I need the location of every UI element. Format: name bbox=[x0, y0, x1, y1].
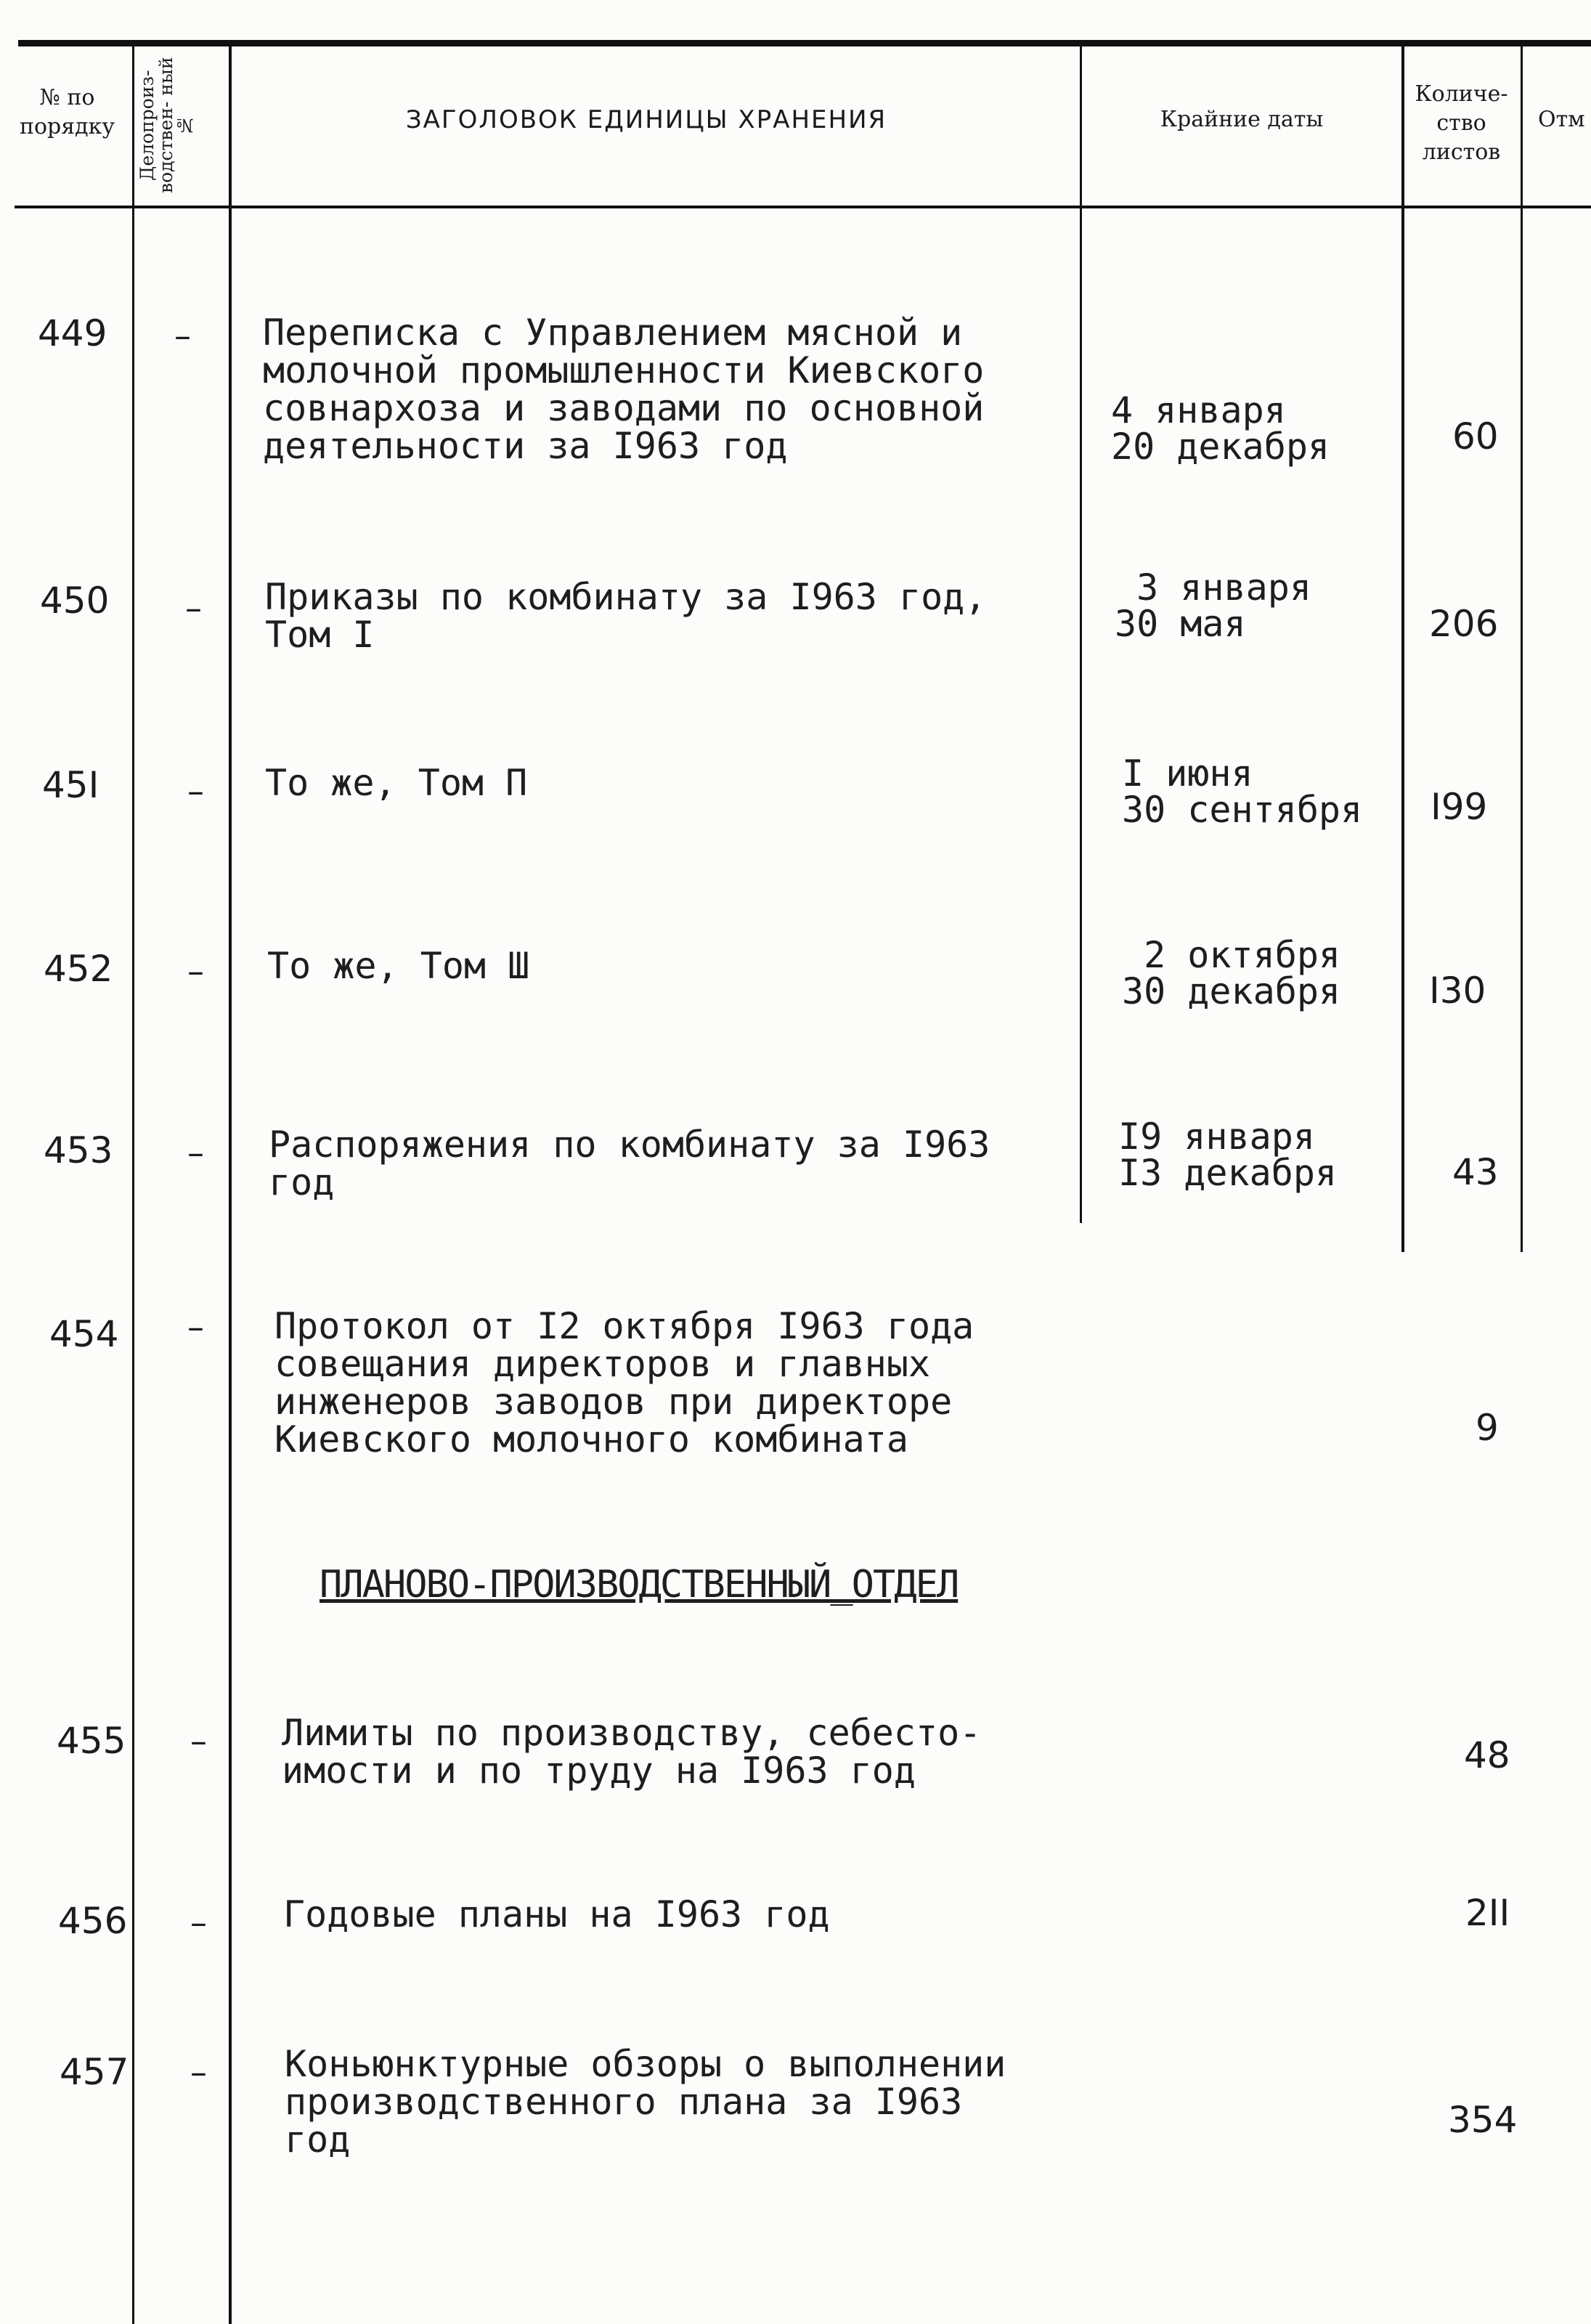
top-rule bbox=[18, 40, 1591, 46]
row-number: 450 bbox=[40, 580, 110, 622]
header-col-number: № по порядку bbox=[19, 85, 115, 139]
row-office-dash: – bbox=[185, 588, 202, 627]
header-col-dates: Крайние даты bbox=[1160, 107, 1324, 132]
row-dates: I9 января I3 декабря bbox=[1118, 1116, 1338, 1194]
row-sheets: 43 bbox=[1452, 1151, 1499, 1193]
col-line-3 bbox=[1080, 46, 1082, 1223]
row-dates: 4 января 20 декабря bbox=[1111, 389, 1330, 468]
row-number: 449 bbox=[38, 312, 107, 354]
col-line-1 bbox=[132, 46, 134, 2324]
col-line-5 bbox=[1521, 46, 1523, 1252]
row-title: То же, Том Ш bbox=[267, 945, 530, 987]
row-dates: 2 октября 30 декабря bbox=[1122, 934, 1341, 1012]
row-number: 455 bbox=[57, 1720, 126, 1762]
col-line-2 bbox=[229, 46, 232, 2324]
row-number: 452 bbox=[44, 948, 113, 990]
header-col-office: Делопроиз- водствен- ный № bbox=[137, 57, 195, 194]
row-office-dash: – bbox=[190, 1903, 207, 1942]
row-title: Лимиты по производству, себесто- имости и по труду на I963 год bbox=[282, 1712, 982, 1792]
row-title: Годовые планы на I963 год bbox=[283, 1893, 830, 1935]
row-number: 454 bbox=[49, 1313, 119, 1355]
row-office-dash: – bbox=[187, 1307, 204, 1346]
row-title: Приказы по комбинату за I963 год, Том I bbox=[265, 576, 987, 656]
row-number: 456 bbox=[58, 1900, 128, 1942]
row-sheets: 9 bbox=[1476, 1407, 1499, 1449]
col-line-4 bbox=[1401, 46, 1404, 1252]
row-title: Коньюнктурные обзоры о выполнении производственного плана за I963 год bbox=[285, 2043, 1006, 2161]
header-bottom-rule bbox=[15, 206, 1591, 208]
row-title: Распоряжения по комбинату за I963 год bbox=[269, 1124, 990, 1203]
row-office-dash: – bbox=[190, 1721, 207, 1760]
section-heading: ПЛАНОВО-ПРОИЗВОДСТВЕННЫЙ_ОТДЕЛ bbox=[320, 1563, 959, 1606]
row-office-dash: – bbox=[190, 2052, 207, 2092]
header-col-sheets: Количе- ство листов bbox=[1415, 81, 1508, 165]
row-number: 457 bbox=[60, 2051, 129, 2093]
row-sheets: 354 bbox=[1448, 2099, 1518, 2141]
row-title: То же, Том П bbox=[265, 762, 528, 804]
row-sheets: I30 bbox=[1429, 970, 1486, 1012]
row-sheets: 60 bbox=[1452, 415, 1499, 458]
row-office-dash: – bbox=[187, 1133, 204, 1172]
row-dates: 3 января 30 мая bbox=[1115, 566, 1311, 645]
row-title: Протокол от I2 октября I963 года совещания директоров и главных инженеров заводов при директоре Киевского молочного комбината bbox=[274, 1305, 974, 1460]
row-number: 45I bbox=[42, 764, 99, 806]
row-sheets: 48 bbox=[1464, 1734, 1510, 1776]
row-office-dash: – bbox=[187, 951, 204, 991]
row-title: Переписка с Управлением мясной и молочной промышленности Киевского совнархоза и заводами по основной деятельности за I963 год bbox=[263, 312, 985, 467]
header-col-title: ЗАГОЛОВОК ЕДИНИЦЫ ХРАНЕНИЯ bbox=[405, 105, 887, 134]
row-number: 453 bbox=[44, 1129, 113, 1171]
row-sheets: 206 bbox=[1429, 603, 1499, 645]
row-office-dash: – bbox=[174, 316, 191, 355]
row-office-dash: – bbox=[187, 771, 204, 810]
row-sheets: 2II bbox=[1465, 1892, 1510, 1934]
row-sheets: I99 bbox=[1431, 786, 1488, 828]
header-col-notes: Отм bbox=[1538, 107, 1585, 132]
row-dates: I июня 30 сентября bbox=[1122, 752, 1363, 831]
